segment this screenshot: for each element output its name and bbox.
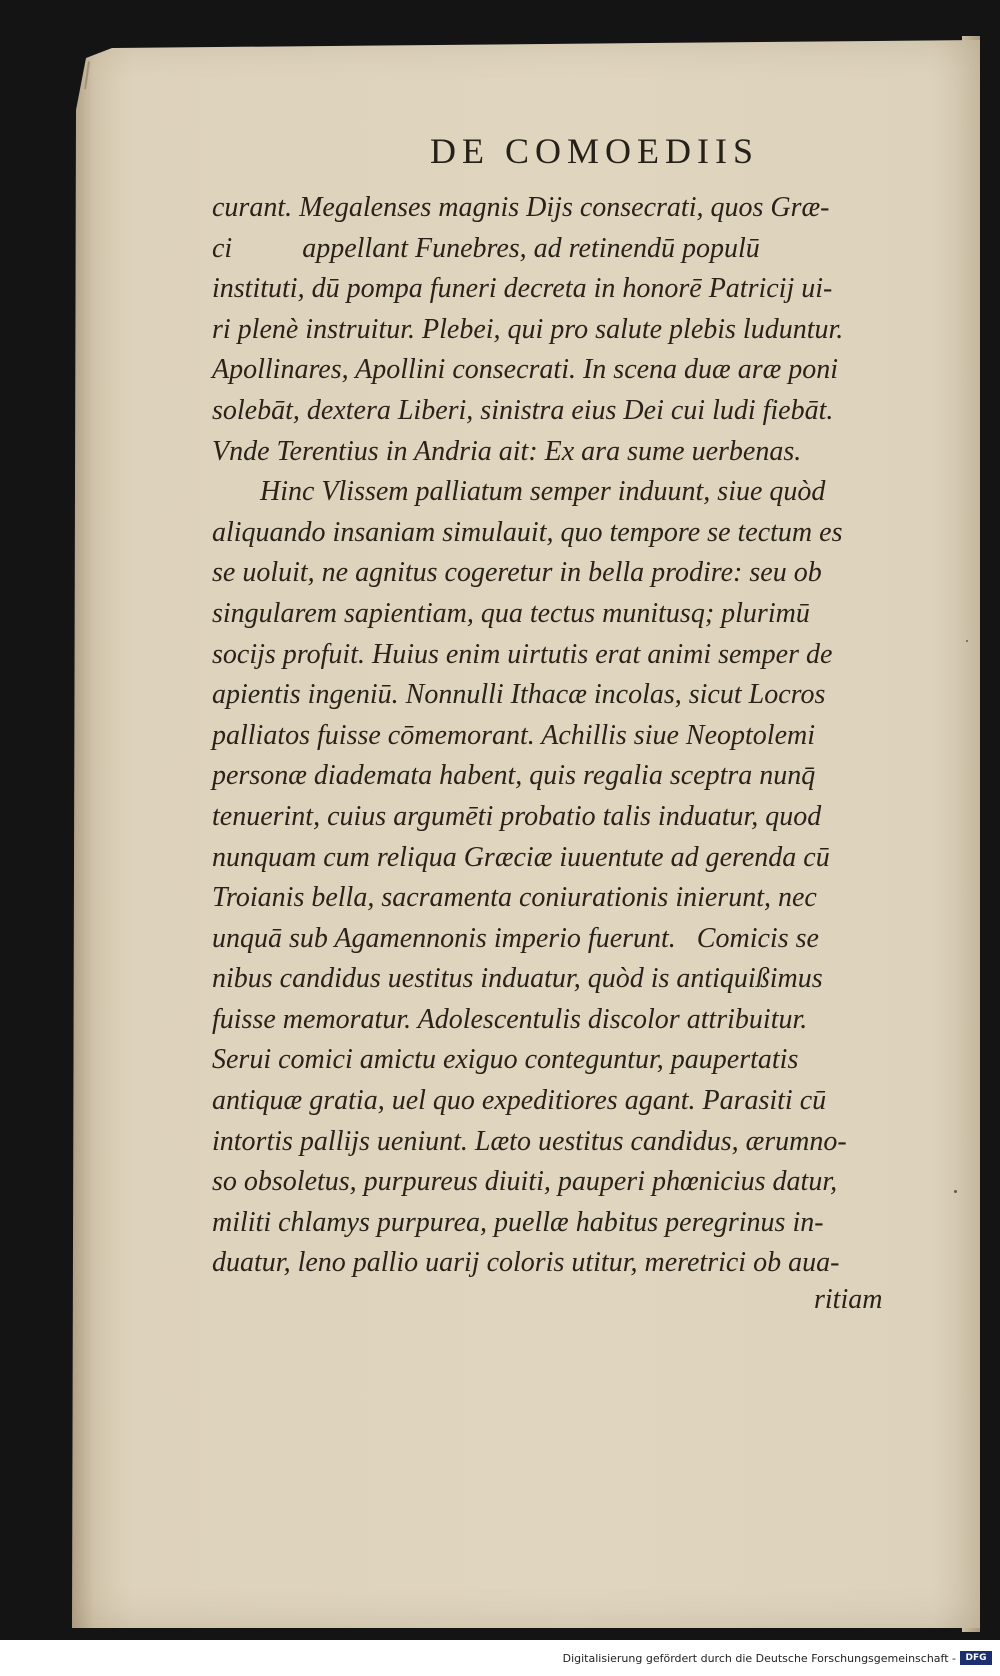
text-line-27: duatur, leno pallio uarij coloris utitur, meretrici ob aua- xyxy=(212,1247,840,1279)
paper-speck xyxy=(966,640,968,642)
text-line-26: militi chlamys purpurea, puellæ habitus peregrinus in- xyxy=(212,1206,824,1238)
text-line-9: aliquando insaniam simulauit, quo tempore se tectum es xyxy=(212,516,843,548)
text-line-22: Serui comici amictu exiguo conteguntur, paupertatis xyxy=(212,1044,799,1076)
text-line-4: ri plenè instruitur. Plebei, qui pro salute plebis luduntur. xyxy=(212,313,844,345)
text-line-23: antiquæ gratia, uel quo expeditiores agant. Parasiti cū xyxy=(212,1085,827,1117)
text-line-11: singularem sapientiam, qua tectus munitusq; plurimū xyxy=(212,597,810,629)
text-line-13: apientis ingeniū. Nonnulli Ithacæ incolas, sicut Locros xyxy=(212,679,826,711)
text-line-10: se uoluit, ne agnitus cogeretur in bella prodire: seu ob xyxy=(212,557,822,589)
text-line-7: Vnde Terentius in Andria ait: Ex ara sume uerbenas. xyxy=(212,435,802,467)
text-block xyxy=(212,188,912,1284)
paper-speck xyxy=(954,1190,957,1193)
text-line-18: Troianis bella, sacramenta coniurationis inierunt, nec xyxy=(212,882,817,914)
text-line-19: unquā sub Agamennonis imperio fuerunt. Comicis se xyxy=(212,922,819,954)
text-line-17: nunquam cum reliqua Græciæ iuuentute ad gerenda cū xyxy=(212,841,830,873)
running-head: DE COMOEDIIS xyxy=(430,131,759,171)
text-line-25: so obsoletus, purpureus diuiti, pauperi phœnicius datur, xyxy=(212,1166,838,1198)
text-line-6: solebāt, dextera Liberi, sinistra eius Dei cui ludi fiebāt. xyxy=(212,394,834,426)
funding-credit: Digitalisierung gefördert durch die Deutsche Forschungsgemeinschaft - xyxy=(562,1652,956,1665)
text-line-8: Hinc Vlissem palliatum semper induunt, siue quòd xyxy=(260,476,826,508)
text-line-14: palliatos fuisse cōmemorant. Achillis siue Neoptolemi xyxy=(212,719,815,751)
text-line-24: intortis pallijs ueniunt. Læto uestitus candidus, ærumno- xyxy=(212,1125,847,1157)
catchword: ritiam xyxy=(814,1284,883,1315)
text-line-2: ci appellant Funebres, ad retinendū populū xyxy=(212,232,760,264)
text-line-5: Apollinares, Apollini consecrati. In scena duæ aræ poni xyxy=(212,354,839,386)
text-line-21: fuisse memoratur. Adolescentulis discolor attribuitur. xyxy=(212,1003,808,1035)
dfg-logo: DFG xyxy=(960,1651,992,1665)
text-line-16: tenuerint, cuius argumēti probatio talis induatur, quod xyxy=(212,800,822,832)
text-line-15: personæ diademata habent, quis regalia sceptra nunq̄ xyxy=(212,760,816,792)
text-line-3: instituti, dū pompa funeri decreta in honorē Patricij ui- xyxy=(212,273,833,305)
text-line-1: curant. Megalenses magnis Dijs consecrati, quos Græ- xyxy=(212,192,830,223)
text-line-20: nibus candidus uestitus induatur, quòd is antiquißimus xyxy=(212,963,823,995)
text-line-12: socijs profuit. Huius enim uirtutis erat animi semper de xyxy=(212,638,833,670)
